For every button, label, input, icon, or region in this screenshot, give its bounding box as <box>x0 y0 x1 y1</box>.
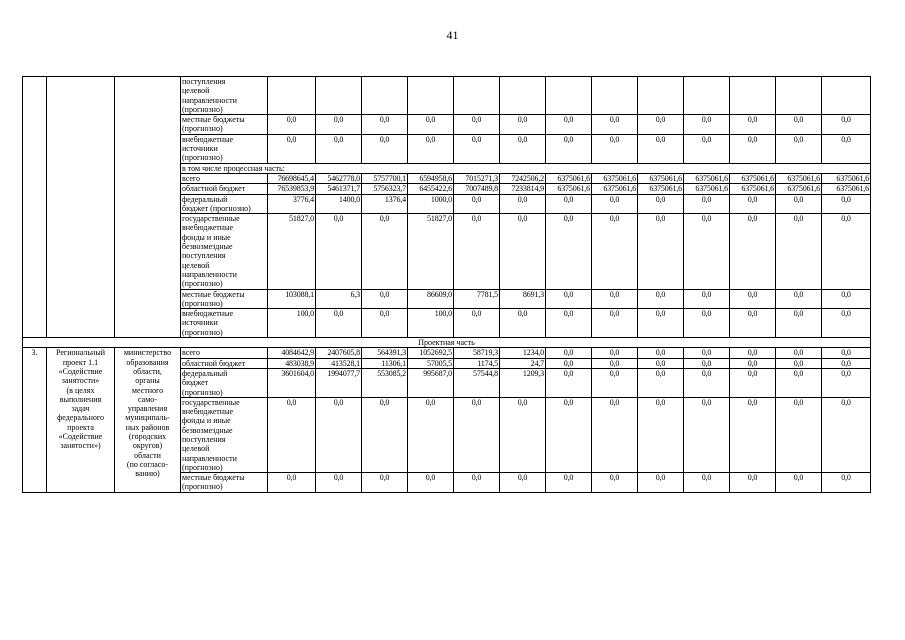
value-cell: 6,3 <box>316 289 362 309</box>
value-cell: 0,0 <box>776 115 822 135</box>
value-cell: 0,0 <box>592 115 638 135</box>
value-cell: 0,0 <box>546 348 592 358</box>
value-cell: 103088,1 <box>268 289 316 309</box>
value-cell: 0,0 <box>684 368 730 397</box>
value-cell: 0,0 <box>776 368 822 397</box>
value-cell: 3601604,0 <box>268 368 316 397</box>
value-cell: 100,0 <box>408 309 454 338</box>
source-label: местные бюджеты (прогнозно) <box>181 115 268 135</box>
value-cell: 0,0 <box>546 134 592 163</box>
value-cell: 1994077,7 <box>316 368 362 397</box>
value-cell: 0,0 <box>822 368 871 397</box>
source-label: местные бюджеты (прогнозно) <box>181 473 268 493</box>
value-cell: 0,0 <box>684 194 730 214</box>
value-cell: 0,0 <box>592 397 638 472</box>
value-cell: 0,0 <box>454 397 500 472</box>
value-cell <box>592 77 638 115</box>
value-cell: 0,0 <box>730 309 776 338</box>
value-cell: 86609,0 <box>408 289 454 309</box>
value-cell: 7007489,8 <box>454 184 500 194</box>
value-cell: 0,0 <box>822 358 871 368</box>
value-cell: 0,0 <box>822 473 871 493</box>
value-cell: 0,0 <box>454 309 500 338</box>
budget-table <box>22 76 871 493</box>
value-cell: 5757700,1 <box>362 173 408 183</box>
value-cell: 0,0 <box>776 214 822 289</box>
value-cell: 553085,2 <box>362 368 408 397</box>
value-cell: 564391,3 <box>362 348 408 358</box>
value-cell: 0,0 <box>730 289 776 309</box>
value-cell: 0,0 <box>546 368 592 397</box>
value-cell: 0,0 <box>362 134 408 163</box>
value-cell: 0,0 <box>362 289 408 309</box>
value-cell: 0,0 <box>638 368 684 397</box>
value-cell <box>316 77 362 115</box>
value-cell: 0,0 <box>454 194 500 214</box>
value-cell <box>638 77 684 115</box>
value-cell: 0,0 <box>546 289 592 309</box>
value-cell: 0,0 <box>362 214 408 289</box>
source-label: государственные внебюджетные фонды и иные безвозмездные поступления целевой направленности (прогнозно) <box>181 397 268 472</box>
value-cell: 6375061,6 <box>592 184 638 194</box>
value-cell: 0,0 <box>638 115 684 135</box>
value-cell: 0,0 <box>500 115 546 135</box>
value-cell <box>776 77 822 115</box>
value-cell: 0,0 <box>592 473 638 493</box>
value-cell: 0,0 <box>454 115 500 135</box>
value-cell: 483038,9 <box>268 358 316 368</box>
value-cell: 51827,0 <box>408 214 454 289</box>
value-cell: 0,0 <box>408 134 454 163</box>
value-cell: 0,0 <box>730 368 776 397</box>
value-cell: 6375061,6 <box>684 173 730 183</box>
value-cell: 0,0 <box>454 214 500 289</box>
value-cell: 0,0 <box>316 134 362 163</box>
source-label: всего <box>181 348 268 358</box>
name-cell <box>47 77 115 338</box>
value-cell: 0,0 <box>684 397 730 472</box>
value-cell: 0,0 <box>316 309 362 338</box>
value-cell: 76698645,4 <box>268 173 316 183</box>
value-cell: 0,0 <box>730 348 776 358</box>
page-number: 41 <box>446 28 459 42</box>
value-cell: 0,0 <box>268 115 316 135</box>
value-cell: 51827,0 <box>268 214 316 289</box>
value-cell: 7015271,3 <box>454 173 500 183</box>
value-cell: 0,0 <box>316 115 362 135</box>
value-cell <box>500 77 546 115</box>
value-cell: 6375061,6 <box>822 184 871 194</box>
value-cell: 5756323,7 <box>362 184 408 194</box>
value-cell: 0,0 <box>268 473 316 493</box>
value-cell: 0,0 <box>546 115 592 135</box>
value-cell: 0,0 <box>822 397 871 472</box>
value-cell: 0,0 <box>684 358 730 368</box>
value-cell: 0,0 <box>730 134 776 163</box>
value-cell: 0,0 <box>776 289 822 309</box>
value-cell: 76539853,9 <box>268 184 316 194</box>
value-cell: 0,0 <box>822 214 871 289</box>
executor-cell <box>115 77 181 338</box>
value-cell: 0,0 <box>592 194 638 214</box>
value-cell: 413528,1 <box>316 358 362 368</box>
value-cell: 0,0 <box>500 309 546 338</box>
value-cell: 6375061,6 <box>684 184 730 194</box>
value-cell: 0,0 <box>268 397 316 472</box>
value-cell: 0,0 <box>638 309 684 338</box>
value-cell: 0,0 <box>638 397 684 472</box>
value-cell: 0,0 <box>546 473 592 493</box>
value-cell: 0,0 <box>822 348 871 358</box>
value-cell: 1052692,5 <box>408 348 454 358</box>
value-cell: 0,0 <box>776 397 822 472</box>
value-cell: 0,0 <box>822 289 871 309</box>
value-cell: 0,0 <box>684 115 730 135</box>
value-cell: 0,0 <box>546 397 592 472</box>
value-cell <box>730 77 776 115</box>
value-cell: 0,0 <box>592 348 638 358</box>
value-cell: 0,0 <box>316 214 362 289</box>
source-label: всего <box>181 173 268 183</box>
value-cell: 0,0 <box>684 309 730 338</box>
value-cell: 100,0 <box>268 309 316 338</box>
value-cell: 0,0 <box>408 115 454 135</box>
value-cell: 0,0 <box>822 115 871 135</box>
value-cell: 6375061,6 <box>546 184 592 194</box>
value-cell: 0,0 <box>362 473 408 493</box>
value-cell: 0,0 <box>684 348 730 358</box>
source-label: федеральный бюджет (прогнозно) <box>181 368 268 397</box>
value-cell: 58719,3 <box>454 348 500 358</box>
num-cell <box>23 77 47 338</box>
value-cell: 0,0 <box>362 115 408 135</box>
source-label: государственные внебюджетные фонды и иные безвозмездные поступления целевой направленности (прогнозно) <box>181 214 268 289</box>
value-cell: 1209,3 <box>500 368 546 397</box>
value-cell: 0,0 <box>776 309 822 338</box>
value-cell: 6375061,6 <box>730 173 776 183</box>
source-label: поступления целевой направленности (прогнозно) <box>181 77 268 115</box>
value-cell <box>684 77 730 115</box>
value-cell: 0,0 <box>638 473 684 493</box>
value-cell: 6455422,6 <box>408 184 454 194</box>
value-cell: 0,0 <box>592 214 638 289</box>
value-cell: 7781,5 <box>454 289 500 309</box>
source-label: областной бюджет <box>181 184 268 194</box>
value-cell: 0,0 <box>684 473 730 493</box>
value-cell: 6375061,6 <box>822 173 871 183</box>
value-cell: 995687,0 <box>408 368 454 397</box>
value-cell: 1400,0 <box>316 194 362 214</box>
value-cell: 0,0 <box>730 194 776 214</box>
value-cell: 3776,4 <box>268 194 316 214</box>
value-cell: 6375061,6 <box>592 173 638 183</box>
project-name: Региональный проект 1.1 «Содействие занятости» (в целях выполнения задач федерального проекта «Содействие занятости») <box>47 348 115 492</box>
value-cell: 6375061,6 <box>546 173 592 183</box>
value-cell: 57005,5 <box>408 358 454 368</box>
project-part-heading: Проектная часть <box>23 338 871 348</box>
source-label: внебюджетные источники (прогнозно) <box>181 309 268 338</box>
value-cell: 0,0 <box>454 473 500 493</box>
value-cell: 0,0 <box>592 134 638 163</box>
value-cell: 2407605,8 <box>316 348 362 358</box>
value-cell: 0,0 <box>500 134 546 163</box>
value-cell: 0,0 <box>638 214 684 289</box>
value-cell: 0,0 <box>546 358 592 368</box>
value-cell: 0,0 <box>500 397 546 472</box>
value-cell: 0,0 <box>268 134 316 163</box>
value-cell: 0,0 <box>730 397 776 472</box>
value-cell: 5462778,0 <box>316 173 362 183</box>
value-cell <box>822 77 871 115</box>
value-cell: 5461371,7 <box>316 184 362 194</box>
value-cell: 0,0 <box>500 473 546 493</box>
value-cell: 6375061,6 <box>776 173 822 183</box>
table-row <box>23 348 871 358</box>
row-number: 3. <box>23 348 47 492</box>
value-cell: 0,0 <box>316 397 362 472</box>
value-cell: 0,0 <box>362 309 408 338</box>
value-cell: 0,0 <box>592 289 638 309</box>
value-cell: 6375061,6 <box>638 173 684 183</box>
value-cell: 4084642,9 <box>268 348 316 358</box>
value-cell: 0,0 <box>776 473 822 493</box>
source-label: областной бюджет <box>181 358 268 368</box>
value-cell <box>362 77 408 115</box>
value-cell: 0,0 <box>776 194 822 214</box>
value-cell: 0,0 <box>546 214 592 289</box>
value-cell: 0,0 <box>730 473 776 493</box>
value-cell: 8691,3 <box>500 289 546 309</box>
value-cell: 0,0 <box>454 134 500 163</box>
source-label: федеральный бюджет (прогнозно) <box>181 194 268 214</box>
value-cell: 0,0 <box>776 358 822 368</box>
value-cell: 0,0 <box>730 358 776 368</box>
value-cell: 11306,1 <box>362 358 408 368</box>
value-cell: 0,0 <box>546 309 592 338</box>
value-cell: 1000,0 <box>408 194 454 214</box>
value-cell: 0,0 <box>684 289 730 309</box>
value-cell: 0,0 <box>730 214 776 289</box>
value-cell: 6375061,6 <box>776 184 822 194</box>
value-cell: 0,0 <box>592 309 638 338</box>
value-cell: 6594958,6 <box>408 173 454 183</box>
value-cell: 0,0 <box>776 348 822 358</box>
value-cell: 0,0 <box>500 194 546 214</box>
value-cell: 7233814,9 <box>500 184 546 194</box>
value-cell: 0,0 <box>638 358 684 368</box>
value-cell: 0,0 <box>316 473 362 493</box>
value-cell: 0,0 <box>408 473 454 493</box>
executor: министерство образования области, органы местного само- управления муниципаль- ных районов (городских округов) области (по согласо- ванию) <box>115 348 181 492</box>
value-cell: 6375061,6 <box>638 184 684 194</box>
table-row <box>23 338 871 348</box>
value-cell: 0,0 <box>638 289 684 309</box>
value-cell: 0,0 <box>776 134 822 163</box>
value-cell: 0,0 <box>822 194 871 214</box>
value-cell: 7242506,2 <box>500 173 546 183</box>
value-cell <box>408 77 454 115</box>
value-cell: 1174,5 <box>454 358 500 368</box>
value-cell: 6375061,6 <box>730 184 776 194</box>
value-cell: 57544,8 <box>454 368 500 397</box>
value-cell: 0,0 <box>408 397 454 472</box>
value-cell <box>546 77 592 115</box>
source-label: внебюджетные источники (прогнозно) <box>181 134 268 163</box>
value-cell: 0,0 <box>592 368 638 397</box>
value-cell: 24,7 <box>500 358 546 368</box>
value-cell: 0,0 <box>822 134 871 163</box>
value-cell <box>454 77 500 115</box>
process-part-heading: в том числе процессная часть: <box>181 163 871 173</box>
value-cell: 0,0 <box>638 194 684 214</box>
value-cell: 0,0 <box>684 134 730 163</box>
value-cell: 0,0 <box>730 115 776 135</box>
value-cell: 0,0 <box>546 194 592 214</box>
source-label: местные бюджеты (прогнозно) <box>181 289 268 309</box>
value-cell <box>268 77 316 115</box>
value-cell: 0,0 <box>822 309 871 338</box>
value-cell: 0,0 <box>684 214 730 289</box>
table-row <box>23 77 871 115</box>
value-cell: 1376,4 <box>362 194 408 214</box>
value-cell: 0,0 <box>638 134 684 163</box>
value-cell: 1234,0 <box>500 348 546 358</box>
value-cell: 0,0 <box>592 358 638 368</box>
value-cell: 0,0 <box>362 397 408 472</box>
value-cell: 0,0 <box>638 348 684 358</box>
value-cell: 0,0 <box>500 214 546 289</box>
